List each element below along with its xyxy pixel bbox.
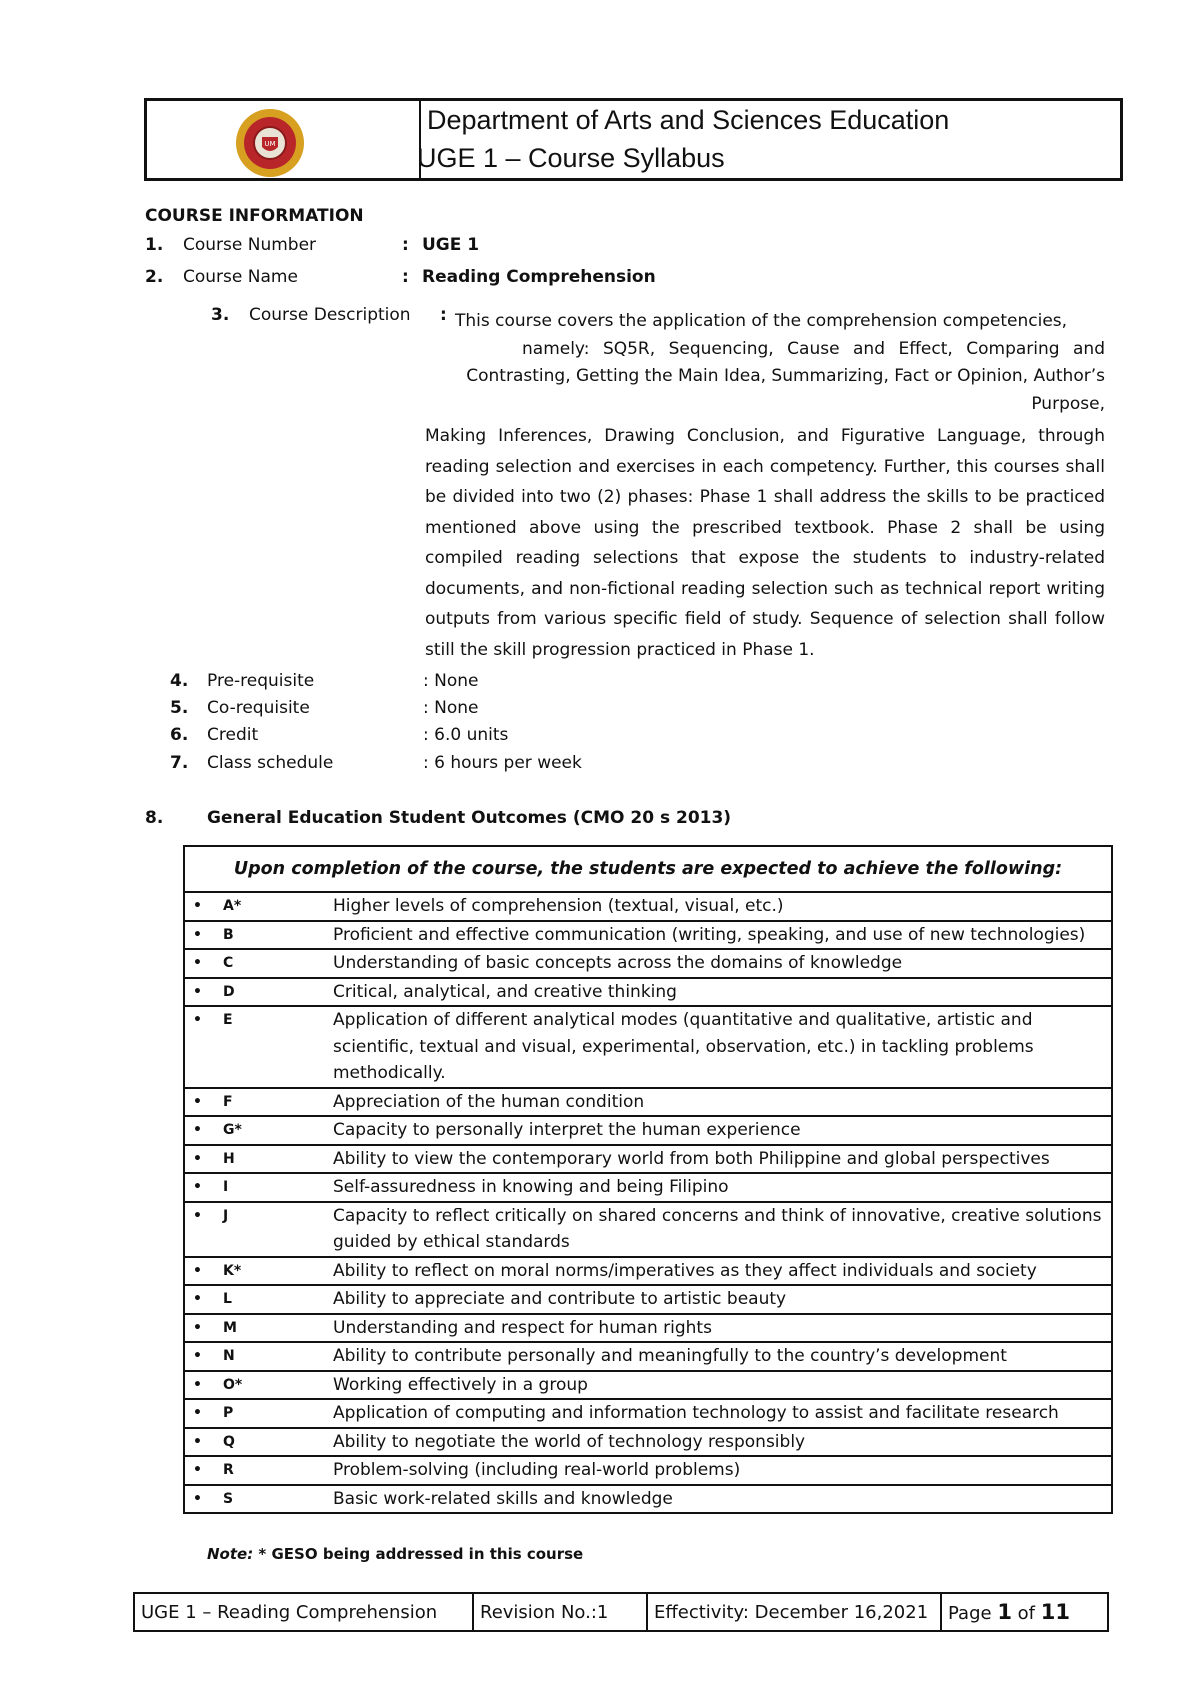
outcome-code-cell <box>184 1314 333 1343</box>
outcome-row <box>184 1145 1112 1174</box>
colon: : <box>440 305 447 325</box>
outcome-row <box>184 1314 1112 1343</box>
outcome-description: Understanding of basic concepts across the domains of knowledge <box>333 949 1112 978</box>
bullet-icon: • <box>193 955 202 971</box>
outcome-code-cell <box>184 921 333 950</box>
outcome-row <box>184 1257 1112 1286</box>
outcome-description: Application of different analytical modes (quantitative and qualitative, artistic and scientific, textual and visual, experimental, observation, etc.) in tackling problems methodically. <box>333 1006 1112 1088</box>
outcome-description: Problem-solving (including real-world problems) <box>333 1456 1112 1485</box>
outcome-description: Capacity to reflect critically on shared concerns and think of innovative, creative solutions guided by ethical standards <box>333 1202 1112 1257</box>
course-name-value: Reading Comprehension <box>422 267 656 287</box>
bullet-icon: • <box>193 1291 202 1307</box>
outcome-code: B <box>223 926 234 943</box>
page-number: 1 <box>997 1600 1012 1624</box>
description-paragraph: Making Inferences, Drawing Conclusion, and Figurative Language, through reading selection and exercises in each competency. Further, this courses shall be divided into two (2) phases: Phase 1 shall address the skills to be practiced mentioned above using the prescribed textbook. Phase 2 shall be using compiled reading selections that expose the students to industry-related documents, and non-fictional reading selection such as technical report writing outputs from various specific field of study. Sequence of selection shall follow still the skill progression practiced in Phase 1. <box>425 426 1105 660</box>
syllabus-title: UGE 1 – Course Syllabus <box>417 143 725 173</box>
bullet-icon: • <box>193 1012 202 1028</box>
outcome-description: Ability to view the contemporary world from both Philippine and global perspectives <box>333 1145 1112 1174</box>
bullet-icon: • <box>193 1433 202 1450</box>
outcome-row <box>184 1173 1112 1202</box>
outcome-description: Capacity to personally interpret the human experience <box>333 1116 1112 1145</box>
corequisite-label: Co-requisite <box>207 698 310 718</box>
outcome-code: K* <box>223 1262 242 1279</box>
header-box <box>144 98 1123 181</box>
bullet-icon: • <box>193 1462 202 1478</box>
bullet-icon: • <box>193 1150 202 1167</box>
course-name-label: Course Name <box>183 267 298 287</box>
outcome-code-cell <box>184 1485 333 1514</box>
bullet-icon: • <box>193 1405 202 1421</box>
credit-label: Credit <box>207 725 259 745</box>
outcomes-heading: General Education Student Outcomes (CMO 20 s 2013) <box>207 808 732 828</box>
bullet-icon: • <box>193 1207 202 1224</box>
description-line: namely: SQ5R, Sequencing, Cause and Effect, Comparing and <box>522 338 1105 359</box>
outcome-code: D <box>223 983 235 1000</box>
item-number-7: 7. <box>170 753 189 773</box>
outcome-description: Higher levels of comprehension (textual, visual, etc.) <box>333 892 1112 921</box>
bullet-icon: • <box>193 983 202 1000</box>
outcome-description: Proficient and effective communication (writing, speaking, and use of new technologies) <box>333 921 1112 950</box>
outcome-row <box>184 1285 1112 1314</box>
outcome-code: J <box>223 1207 229 1224</box>
outcome-row <box>184 1006 1112 1088</box>
outcome-code: G* <box>223 1122 242 1138</box>
outcome-row <box>184 1428 1112 1457</box>
item-number-8: 8. <box>145 808 164 828</box>
bullet-icon: • <box>193 898 202 914</box>
outcome-code-cell <box>184 1116 333 1145</box>
outcome-description: Critical, analytical, and creative thinking <box>333 978 1112 1007</box>
bullet-icon: • <box>193 1122 202 1138</box>
outcome-row <box>184 1342 1112 1371</box>
note-label: Note: <box>207 1545 254 1563</box>
outcome-description: Understanding and respect for human rights <box>333 1314 1112 1343</box>
outcomes-table-header: Upon completion of the course, the students are expected to achieve the following: <box>184 846 1112 892</box>
note-text: * GESO being addressed in this course <box>253 1545 584 1563</box>
item-number-5: 5. <box>170 698 189 718</box>
footer-effectivity: Effectivity: December 16,2021 <box>647 1593 941 1631</box>
outcome-description: Ability to negotiate the world of technology responsibly <box>333 1428 1112 1457</box>
corequisite-value: : None <box>423 698 479 718</box>
footer-table <box>133 1592 1109 1632</box>
outcome-description: Self-assuredness in knowing and being Filipino <box>333 1173 1112 1202</box>
outcome-code: Q <box>223 1433 235 1450</box>
prerequisite-value: : None <box>423 671 479 691</box>
outcome-description: Ability to appreciate and contribute to artistic beauty <box>333 1285 1112 1314</box>
class-schedule-label: Class schedule <box>207 753 334 773</box>
outcome-row <box>184 1371 1112 1400</box>
outcome-code: A* <box>223 898 242 914</box>
outcome-code: R <box>223 1462 234 1478</box>
outcome-code: S <box>223 1490 234 1507</box>
outcome-row <box>184 1088 1112 1117</box>
outcome-code-cell <box>184 1202 333 1257</box>
outcome-code: E <box>223 1012 233 1028</box>
outcome-row <box>184 1202 1112 1257</box>
outcome-code: O* <box>223 1376 243 1393</box>
course-number-label: Course Number <box>183 235 317 255</box>
outcome-code-cell <box>184 1342 333 1371</box>
outcome-code-cell <box>184 978 333 1007</box>
outcome-code: L <box>223 1291 232 1307</box>
outcome-row <box>184 978 1112 1007</box>
outcome-code-cell <box>184 1257 333 1286</box>
outcome-code-cell <box>184 1371 333 1400</box>
of-word: of <box>1017 1603 1036 1624</box>
footer-revision: Revision No.:1 <box>473 1593 647 1631</box>
outcome-description: Appreciation of the human condition <box>333 1088 1112 1117</box>
bullet-icon: • <box>193 1093 202 1110</box>
item-number-3: 3. <box>211 305 230 325</box>
outcome-description: Ability to contribute personally and meaningfully to the country’s development <box>333 1342 1112 1371</box>
outcome-code: M <box>223 1319 237 1336</box>
course-description <box>425 306 1105 665</box>
outcomes-table <box>183 845 1113 1514</box>
prerequisite-label: Pre-requisite <box>207 671 315 691</box>
outcome-code-cell <box>184 1173 333 1202</box>
outcome-code-cell <box>184 892 333 921</box>
outcome-code-cell <box>184 1428 333 1457</box>
note <box>207 1545 583 1563</box>
outcome-code-cell <box>184 1399 333 1428</box>
department-name: Department of Arts and Sciences Education <box>427 105 950 135</box>
description-line: This course covers the application of the comprehension competencies, <box>455 311 1068 331</box>
colon: : <box>402 267 409 287</box>
bullet-icon: • <box>193 1376 202 1393</box>
page-total: 11 <box>1040 1600 1070 1624</box>
outcome-row <box>184 1456 1112 1485</box>
outcome-description: Application of computing and information technology to assist and facilitate research <box>333 1399 1112 1428</box>
bullet-icon: • <box>193 1319 202 1336</box>
course-info-heading: COURSE INFORMATION <box>145 206 364 226</box>
outcome-code: N <box>223 1348 235 1364</box>
item-number-6: 6. <box>170 725 189 745</box>
outcome-row <box>184 921 1112 950</box>
outcome-description: Ability to reflect on moral norms/imperatives as they affect individuals and society <box>333 1257 1112 1286</box>
description-line: Contrasting, Getting the Main Idea, Summarizing, Fact or Opinion, Author’s <box>466 366 1105 386</box>
page-word: Page <box>948 1603 992 1624</box>
outcome-code-cell <box>184 1006 333 1088</box>
course-description-label: Course Description <box>249 305 411 325</box>
outcome-code-cell <box>184 1145 333 1174</box>
description-line: Purpose, <box>1031 393 1105 414</box>
outcome-code: C <box>223 955 234 971</box>
outcome-row <box>184 1485 1112 1514</box>
outcome-row <box>184 1399 1112 1428</box>
class-schedule-value: : 6 hours per week <box>423 753 582 773</box>
item-number-2: 2. <box>145 267 164 287</box>
outcome-code: P <box>223 1405 234 1421</box>
item-number-4: 4. <box>170 671 189 691</box>
colon: : <box>402 235 409 255</box>
outcome-code-cell <box>184 1456 333 1485</box>
college-seal-logo <box>224 107 316 179</box>
bullet-icon: • <box>193 1262 202 1279</box>
outcome-code-cell <box>184 949 333 978</box>
outcome-code: F <box>223 1093 233 1110</box>
footer-page <box>941 1593 1108 1631</box>
bullet-icon: • <box>193 926 202 943</box>
footer-course: UGE 1 – Reading Comprehension <box>134 1593 473 1631</box>
outcome-row <box>184 1116 1112 1145</box>
svg-text:UM: UM <box>264 140 276 148</box>
outcome-code: I <box>223 1179 229 1195</box>
bullet-icon: • <box>193 1490 202 1507</box>
bullet-icon: • <box>193 1179 202 1195</box>
credit-value: : 6.0 units <box>423 725 509 745</box>
outcome-code-cell <box>184 1088 333 1117</box>
item-number-1: 1. <box>145 235 164 255</box>
outcome-row <box>184 892 1112 921</box>
course-number-value: UGE 1 <box>422 235 480 255</box>
outcome-code: H <box>223 1150 235 1167</box>
outcome-description: Basic work-related skills and knowledge <box>333 1485 1112 1514</box>
bullet-icon: • <box>193 1348 202 1364</box>
outcome-code-cell <box>184 1285 333 1314</box>
outcome-row <box>184 949 1112 978</box>
outcome-description: Working effectively in a group <box>333 1371 1112 1400</box>
